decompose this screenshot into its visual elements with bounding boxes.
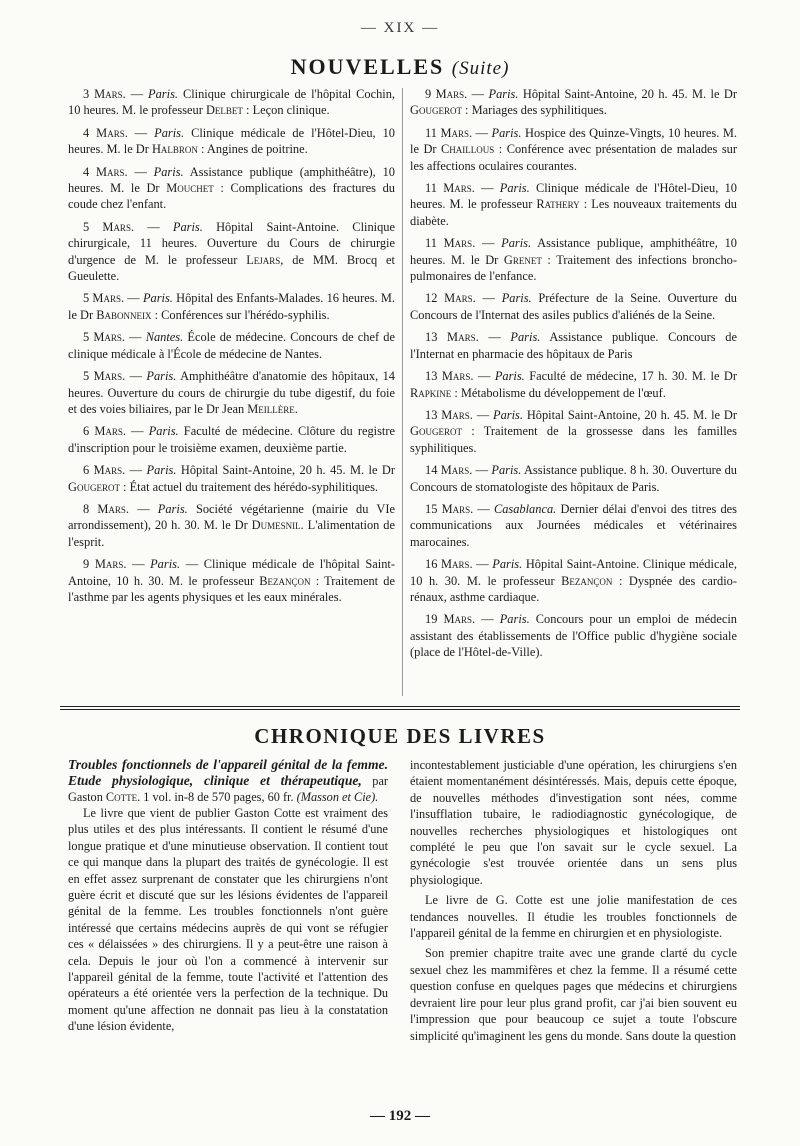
entry-date: 9 Mars.	[425, 87, 468, 101]
entry-date: 6 Mars.	[83, 424, 126, 439]
news-entry	[410, 556, 737, 605]
entry-date: 13 Mars.	[425, 330, 479, 345]
entry-city: Paris.	[146, 463, 177, 478]
entry-city: Paris.	[153, 164, 184, 179]
entry-name: Babonneix	[96, 307, 152, 322]
entry-tail: : Conférences sur l'hérédo-syphilis.	[151, 307, 330, 322]
news-entry	[410, 125, 737, 174]
entry-dash: —	[125, 87, 149, 101]
entry-name: Bezançon	[259, 573, 311, 588]
nouvelles-right-column	[410, 86, 737, 667]
entry-city: Paris.	[501, 291, 532, 306]
entry-tail: : Les nouveaux traitements du diabète.	[410, 197, 737, 228]
entry-date: 4 Mars.	[83, 164, 128, 179]
entry-city: Paris.	[492, 557, 523, 572]
section-title-nouvelles	[0, 54, 800, 80]
entry-date: 3 Mars.	[83, 87, 126, 101]
entry-text: Hôpital Saint-Antoine, 20 h. 45. M. le Dr	[180, 463, 395, 478]
entry-dash: —	[126, 557, 151, 572]
review-text-left	[68, 805, 388, 1035]
book-title: Troubles fonctionnels de l'appareil génital de la femme. Etude physiologique, clinique et thérapeutique,	[68, 757, 388, 788]
entry-text: Faculté de médecine. Clôture du registre d'inscription pour le troisième examen, deuxième partie.	[68, 424, 395, 455]
news-entry	[68, 86, 395, 119]
entry-date: 11 Mars.	[425, 236, 476, 251]
entry-city: Paris.	[154, 125, 185, 140]
entry-tail: : Dyspnée des cardio-rénaux, asthme cardiaque.	[410, 573, 737, 604]
entry-city: Paris.	[491, 125, 522, 140]
section-suite: (Suite)	[451, 58, 510, 79]
entry-text: Clinique médicale de l'Hôtel-Dieu, 10 heures. M. le professeur	[410, 181, 737, 212]
entry-date: 13 Mars.	[425, 369, 474, 384]
entry-text: Clinique médicale de l'Hôtel-Dieu, 10 heures. M. le Dr	[68, 125, 395, 157]
entry-name: Meillère	[247, 401, 295, 416]
entry-tail: .	[294, 401, 298, 416]
entry-dash: —	[134, 219, 173, 234]
entry-date: 8 Mars.	[83, 501, 130, 516]
entry-date: 13 Mars.	[425, 407, 473, 422]
entry-date: 6 Mars.	[83, 463, 126, 478]
entry-date: 16 Mars.	[425, 557, 473, 572]
entry-dash: —	[129, 501, 158, 516]
entry-tail: : Angines de poitrine.	[197, 142, 308, 157]
entry-text: Préfecture de la Seine. Ouverture du Concours de l'Internat des asiles publics d'aliénés de la Seine.	[410, 291, 737, 322]
entry-date: 15 Mars.	[425, 501, 474, 516]
entry-name: Grenet	[503, 252, 542, 267]
entry-date: 5 Mars.	[83, 369, 126, 384]
section-title: NOUVELLES	[290, 54, 445, 79]
entry-city: Paris.	[488, 87, 519, 101]
entry-dash: —	[125, 463, 147, 478]
entry-city: Paris.	[150, 557, 181, 572]
entry-text: Hospice des Quinze-Vingts, 10 heures. M. le Dr	[410, 125, 737, 157]
entry-text: Hôpital Saint-Antoine, 20 h. 45. M. le Dr	[526, 407, 737, 422]
book-publisher: (Masson et Cie).	[296, 790, 379, 804]
review-paragraph: Le livre de G. Cotte est une jolie manifestation de ces tendances nouvelles. Il étudie les troubles fonctionnels de l'appareil génital de la femme en chirurgien et en physiologiste.	[410, 893, 737, 941]
entry-dash: —	[472, 463, 492, 478]
entry-text: École de médecine. Concours de chef de clinique médicale à l'École de médecine de Nantes.	[68, 330, 395, 361]
entry-tail: : État actuel du traitement des hérédo-syphilitiques.	[119, 479, 379, 494]
news-entry	[68, 462, 395, 495]
entry-date: 14 Mars.	[425, 463, 473, 478]
news-entry	[410, 86, 737, 119]
news-entry	[68, 368, 395, 417]
entry-date: 5 Mars.	[83, 291, 125, 306]
entry-dash: —	[124, 291, 143, 306]
entry-dash: —	[127, 164, 154, 179]
news-entry	[68, 164, 395, 213]
entry-city: Paris.	[142, 291, 173, 306]
entry-date: 5 Mars.	[83, 330, 125, 345]
entry-text: Amphithéâtre d'anatomie des hôpitaux, 14 heures. Ouverture du cours de chirurgie du tube digestif, du foie et des voies biliaires, par le Dr Jean	[68, 369, 395, 416]
entry-date: 5 Mars.	[83, 219, 135, 234]
section-rule	[60, 709, 740, 710]
entry-name: Gougerot	[410, 103, 462, 118]
entry-city: Paris.	[172, 219, 203, 234]
entry-city: Paris.	[157, 501, 188, 516]
roman-folio: — XIX —	[360, 20, 440, 36]
news-entry	[68, 556, 395, 605]
entry-dash: —	[467, 87, 489, 101]
entry-tail: : Mariages des syphilitiques.	[461, 103, 607, 118]
entry-city: Paris.	[491, 463, 522, 478]
entry-date: 19 Mars.	[425, 612, 476, 627]
chronique-left-column	[68, 757, 388, 1039]
entry-tail: : Complications des fractures du coude chez l'enfant.	[68, 181, 395, 212]
review-text-right	[410, 757, 737, 1044]
entry-city: Paris.	[501, 236, 532, 251]
nouvelles-left-column	[68, 86, 395, 611]
entry-dash: —	[472, 125, 492, 140]
entry-date: 12 Mars.	[425, 291, 476, 306]
entry-dash: —	[124, 330, 146, 345]
entry-text: Assistance publique. Concours de l'Internat en pharmacie des hôpitaux de Paris	[410, 330, 737, 361]
entry-name: Bezançon	[561, 573, 613, 588]
news-entry	[68, 329, 395, 362]
chronique-right-column	[410, 757, 737, 1048]
entry-text: Hôpital des Enfants-Malades. 16 heures. M. le Dr	[68, 291, 395, 322]
entry-name: Gougerot	[410, 424, 462, 439]
entry-tail: : Conférence avec présentation de malades sur les affections oculaires courantes.	[410, 142, 737, 173]
news-entry	[68, 125, 395, 158]
entry-dash: —	[475, 612, 500, 627]
entry-city: Paris.	[146, 369, 177, 384]
news-entry	[68, 423, 395, 456]
entry-city: Paris.	[148, 424, 179, 439]
entry-dash: —	[475, 291, 502, 306]
entry-date: 4 Mars.	[83, 125, 128, 140]
entry-text: Société végétarienne (mairie du VIe arrondissement), 20 h. 30. M. le Dr	[68, 501, 395, 533]
review-paragraph: Son premier chapitre traite avec une grande clarté du cycle sexuel chez les mammifères et chez la femme. Il a résumé cette question confuse en quelques pages que médecins et chirurgiens devraient lire pour leur plus grand profit, car j'ai bien souvent eu l'impression que pour beaucoup ce sujet a toute l'obscure simplicité qu'imaginent les gens du monde. Sans doute la question	[410, 946, 737, 1043]
news-entry	[410, 180, 737, 229]
book-author: Cotte	[105, 790, 138, 804]
entry-date: 9 Mars.	[83, 557, 127, 572]
column-divider	[402, 88, 403, 696]
entry-name: Halbron	[151, 142, 198, 157]
news-entry	[410, 462, 737, 495]
entry-text: Faculté de médecine, 17 h. 30. M. le Dr	[529, 369, 737, 384]
entry-text: Concours pour un emploi de médecin assistant des établissements de l'Office public d'hygiène sociale (place de l'Hôtel-de-Ville).	[410, 612, 737, 660]
entry-name: Lejars	[246, 252, 281, 267]
book-details: . 1 vol. in-8 de 570 pages, 60 fr.	[137, 790, 297, 804]
entry-dash: —	[472, 557, 493, 572]
page-number: — 192 —	[370, 1108, 430, 1124]
entry-text: — Clinique médicale de l'hôpital Saint-Antoine, 10 h. 30. M. le professeur	[68, 557, 396, 588]
news-entry	[410, 368, 737, 401]
entry-city: Paris.	[148, 87, 178, 101]
section-rule	[60, 706, 740, 707]
entry-name: Gougerot	[68, 479, 120, 494]
entry-dash: —	[474, 181, 500, 196]
entry-text: Hôpital Saint-Antoine, 20 h. 45. M. le Dr	[522, 87, 737, 101]
entry-city: Paris.	[510, 330, 541, 345]
entry-dash: —	[478, 330, 511, 345]
book-heading	[68, 757, 388, 805]
entry-dash: —	[472, 407, 494, 422]
news-entry	[410, 235, 737, 284]
news-entry	[410, 290, 737, 323]
entry-dash: —	[125, 369, 147, 384]
entry-text: Assistance publique (amphithéâtre), 10 heures. M. le Dr	[68, 164, 395, 196]
entry-name: Dumesnil	[251, 518, 301, 533]
entry-text: Clinique chirurgicale de l'hôpital Cochin, 10 heures. M. le professeur	[68, 87, 396, 118]
entry-dash: —	[475, 236, 502, 251]
entry-city: Paris.	[493, 407, 523, 422]
entry-text: Dernier délai d'envoi des titres des communications aux Journées médicales et vétérinaires marocaines.	[410, 501, 737, 549]
entry-dash: —	[473, 501, 494, 516]
entry-tail: : Leçon clinique.	[242, 103, 330, 118]
news-entry	[68, 219, 395, 285]
news-entry	[410, 407, 737, 456]
entry-tail: : Traitement des infections broncho-pulmonaires de l'enfance.	[410, 252, 737, 284]
entry-name: Chaillous	[441, 142, 495, 157]
entry-tail: . L'alimentation de l'esprit.	[68, 518, 395, 549]
review-paragraph: Le livre que vient de publier Gaston Cotte est vraiment des plus utiles et des plus intéressants. Il contient le résumé d'une longue pratique et d'une minutieuse observation. Il contient tout ce qui manque dans la plupart des traités de gynécologie. Il est en effet assez surprenant de constater que les chirurgiens n'ont guère écrit et discuté que sur les lésions évidentes de l'appareil génital de la femme. Les troubles fonctionnels n'ont guère intéressé que certains médecins auprès de qui vont se réfugier ces « délaissées » des chirurgiens. Il y a peut-être une raison à cela. Depuis le jour où l'on a commencé à intervenir sur l'appareil génital de la femme, toute l'activité et l'attention des opérateurs a été orientée vers la perfection de la technique. Du moment qu'une affection ne donnait pas lieu à la constatation d'une lésion évidente,	[68, 806, 388, 1034]
entry-city: Casablanca.	[493, 501, 557, 516]
entry-tail: : Métabolisme du développement de l'œuf.	[451, 385, 666, 400]
entry-text: Hôpital Saint-Antoine. Clinique chirurgicale, 11 heures. Ouverture du Cours de chirurgie d'urgence de M. le professeur	[68, 219, 395, 267]
entry-tail: : Traitement de l'asthme par les agents physiques et les eaux minérales.	[68, 573, 395, 604]
news-entry	[410, 611, 737, 660]
entry-date: 11 Mars.	[425, 125, 473, 140]
review-paragraph: incontestablement justiciable d'une opération, les chirurgiens s'en étaient momentanément désintéressés. Mais, depuis cette époque, de nouvelles méthodes d'investigation sont nées, comme l'insufflation tubaire, le radiodiagnostic gynécologique, de nouvelles recherches physiologiques et histologiques ont complété le peu que l'on savait sur le cycle sexuel. La gynécologie s'est trouvée orientée dans un sens plus physiologique.	[410, 758, 737, 887]
entry-name: Rathery	[536, 197, 580, 212]
entry-dash: —	[473, 369, 495, 384]
news-entry	[68, 290, 395, 323]
entry-city: Paris.	[499, 612, 530, 627]
entry-city: Nantes.	[145, 330, 184, 345]
entry-text: Hôpital Saint-Antoine. Clinique médicale, 10 h. 30. M. le professeur	[410, 557, 737, 588]
news-entry	[68, 501, 395, 550]
entry-city: Paris.	[494, 369, 525, 384]
entry-text: Assistance publique, amphithéâtre, 10 heures. M. le Dr	[410, 236, 737, 267]
entry-city: Paris.	[499, 181, 530, 196]
entry-name: Delbet	[205, 103, 243, 118]
entry-name: Mouchet	[166, 181, 214, 196]
entry-date: 11 Mars.	[425, 181, 475, 196]
entry-text: Assistance publique. 8 h. 30. Ouverture du Concours de stomatologiste des hôpitaux de Paris.	[410, 463, 737, 494]
news-entry	[410, 501, 737, 550]
entry-dash: —	[127, 125, 155, 140]
entry-tail: : Traitement de la grossesse dans les familles syphilitiques.	[410, 424, 737, 455]
section-title-chronique: CHRONIQUE DES LIVRES	[254, 724, 546, 748]
entry-name: Rapkine	[410, 385, 452, 400]
entry-dash: —	[125, 424, 149, 439]
entry-tail: , de MM. Brocq et Gueulette.	[68, 252, 395, 284]
news-entry	[410, 329, 737, 362]
book-author-prefix: par Gaston	[68, 774, 388, 804]
